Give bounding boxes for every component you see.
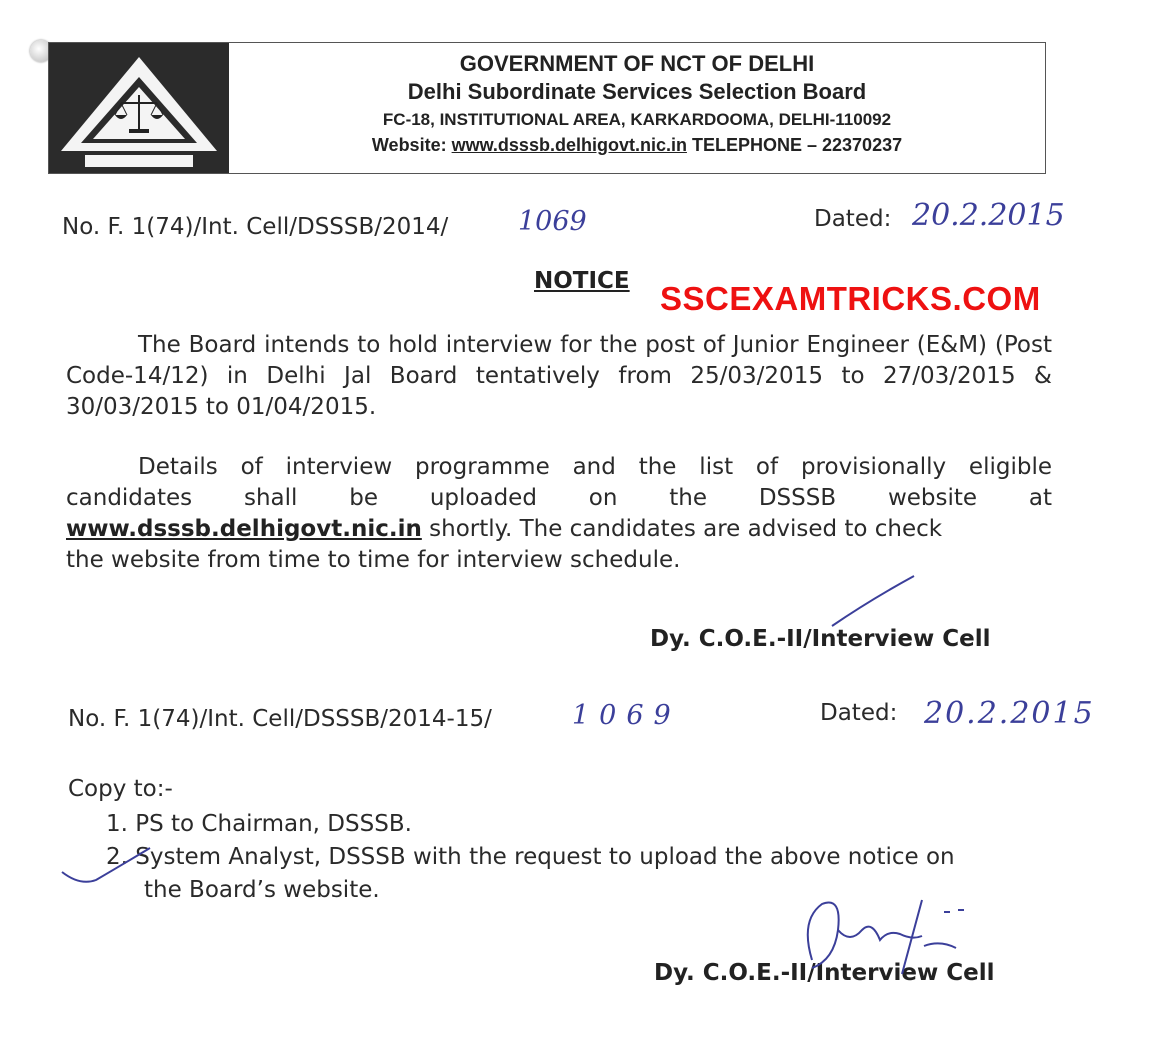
website-line — [229, 135, 1045, 156]
handwritten-date-2: 20.2.2015 — [924, 696, 1095, 731]
notice-title: NOTICE — [534, 268, 630, 294]
telephone: TELEPHONE – 22370237 — [691, 135, 903, 155]
copy-to-item: 2. System Analyst, DSSSB with the request to upload the above notice on — [106, 844, 955, 870]
para2-line-3 — [66, 514, 1052, 545]
para2-line-1: Details of interview programme and the list of provisionally eligible — [138, 454, 1052, 480]
website-link[interactable]: www.dsssb.delhigovt.nic.in — [451, 135, 687, 155]
reference-number-2: No. F. 1(74)/Int. Cell/DSSSB/2014-15/ — [68, 706, 492, 732]
para2-line-3-rest: shortly. The candidates are advised to check — [421, 516, 943, 542]
notice-paragraph-1: The Board intends to hold interview for the post of Junior Engineer (E&M) (Post Code-14/12) in Delhi Jal Board tentatively from 25/03/2015 to 27/03/2015 & 30/03/2015 to 01/04/2015. — [66, 332, 1052, 420]
board-address: FC-18, INSTITUTIONAL AREA, KARKARDOOMA, DELHI-110092 — [382, 110, 892, 129]
para2-line-2: candidates shall be uploaded on the DSSSB website at — [66, 485, 1052, 511]
board-title: Delhi Subordinate Services Selection Board — [407, 79, 867, 104]
reference-number-1: No. F. 1(74)/Int. Cell/DSSSB/2014/ — [62, 214, 449, 240]
copy-to-item-continued: the Board’s website. — [144, 877, 380, 903]
letterhead — [48, 42, 1046, 174]
govt-title: GOVERNMENT OF NCT OF DELHI — [459, 51, 815, 76]
dated-label-2: Dated: — [820, 700, 898, 726]
signature-block-2: Dy. C.O.E.-II/Interview Cell — [654, 960, 995, 986]
handwritten-number-2: 1069 — [572, 700, 681, 731]
copy-to-list — [106, 808, 955, 907]
copy-to-item: 1. PS to Chairman, DSSSB. — [106, 811, 412, 837]
watermark: SSCEXAMTRICKS.COM — [660, 280, 1041, 317]
signature-block-1: Dy. C.O.E.-II/Interview Cell — [650, 626, 991, 652]
copy-to-heading: Copy to:- — [68, 776, 173, 802]
website-label: Website: — [371, 135, 447, 155]
signature-stroke-1 — [832, 576, 914, 626]
para2-line-4: the website from time to time for interview schedule. — [66, 547, 681, 573]
handwritten-date-1: 20.2.2015 — [912, 198, 1065, 233]
notice-paragraph-2 — [66, 452, 1052, 576]
dated-label-1: Dated: — [814, 206, 892, 232]
para2-website-link[interactable]: www.dsssb.delhigovt.nic.in — [66, 516, 422, 542]
handwritten-number-1: 1069 — [518, 206, 587, 237]
dsssb-logo — [49, 43, 229, 173]
